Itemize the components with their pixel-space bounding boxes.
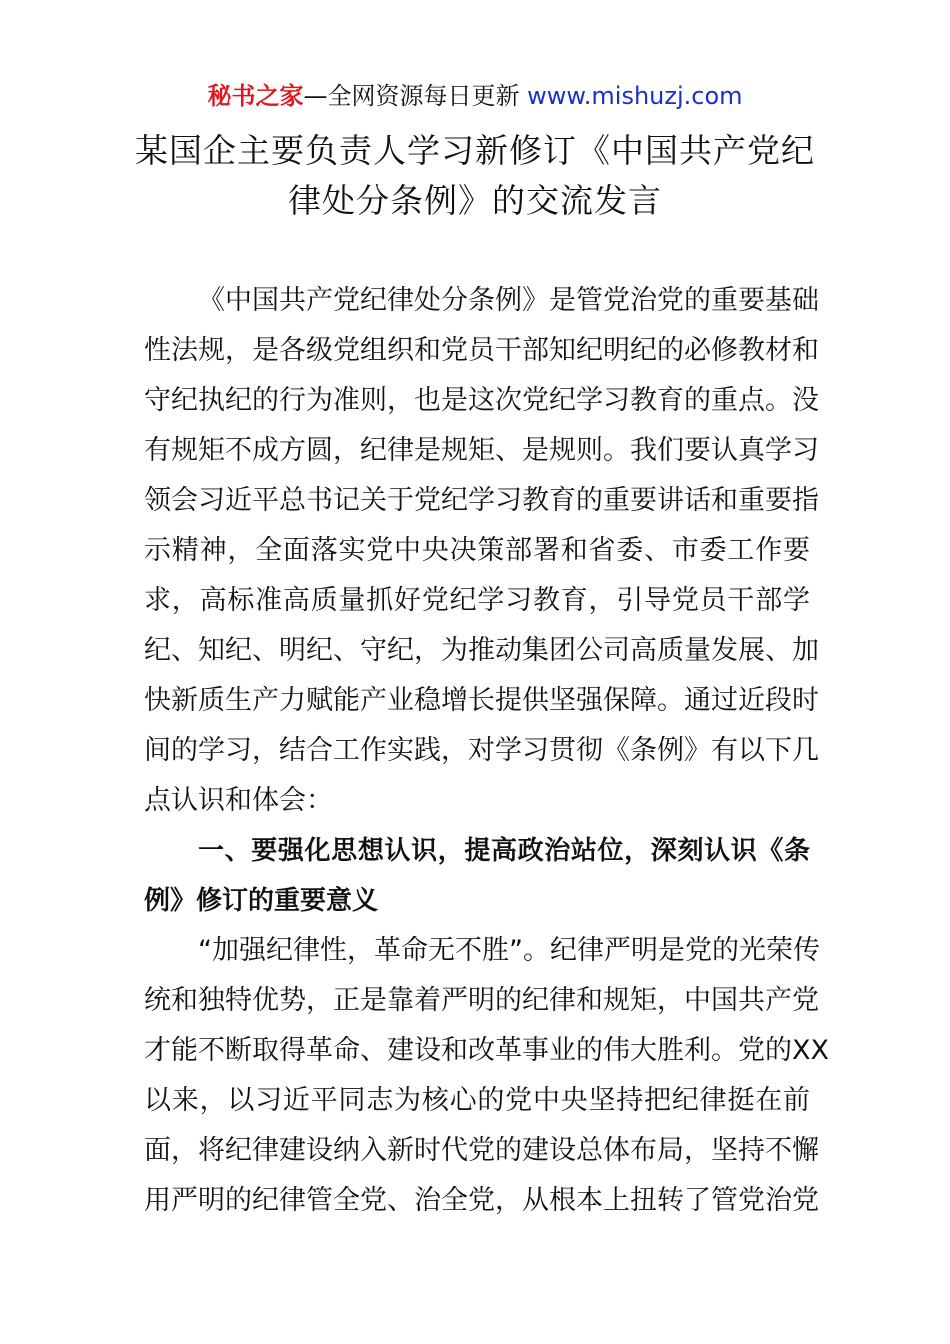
document-body (144, 276, 829, 1226)
body-line: 守纪执纪的行为准则，也是这次党纪学习教育的重点。没 (144, 385, 819, 416)
section-heading-line: 一、要强化思想认识，提高政治站位，深刻认识《条 (198, 836, 810, 866)
document-title (120, 126, 830, 226)
body-line: 以来，以习近平同志为核心的党中央坚持把纪律挺在前 (144, 1085, 810, 1116)
site-header (0, 80, 950, 112)
body-line: 纪、知纪、明纪、守纪，为推动集团公司高质量发展、加 (144, 635, 819, 666)
section-heading-line: 例》修订的重要意义 (144, 886, 379, 916)
body-line: 面，将纪律建设纳入新时代党的建设总体布局，坚持不懈 (144, 1135, 819, 1166)
body-line: 间的学习，结合工作实践，对学习贯彻《条例》有以下几 (144, 735, 819, 766)
body-line: 统和独特优势，正是靠着严明的纪律和规矩，中国共产党 (144, 985, 819, 1016)
document-title-line-1: 某国企主要负责人学习新修订《中国共产党纪 (135, 131, 815, 170)
body-line: 示精神，全面落实党中央决策部署和省委、市委工作要 (144, 535, 810, 566)
body-line: 求，高标准高质量抓好党纪学习教育，引导党员干部学 (144, 585, 810, 616)
body-line: 性法规，是各级党组织和党员干部知纪明纪的必修教材和 (144, 335, 819, 366)
site-brand: 秘书之家 (207, 82, 304, 110)
site-url-link[interactable]: www.mishuzj.com (527, 82, 743, 110)
body-line: 有规矩不成方圆，纪律是规矩、是规则。我们要认真学习 (144, 435, 819, 466)
body-line: 用严明的纪律管全党、治全党，从根本上扭转了管党治党 (144, 1185, 819, 1216)
body-line: 才能不断取得革命、建设和改革事业的伟大胜利。党的XX (144, 1035, 829, 1066)
body-line: “加强纪律性，革命无不胜”。纪律严明是党的光荣传 (198, 935, 820, 966)
document-title-line-2: 律处分条例》的交流发言 (288, 181, 662, 220)
body-line: 领会习近平总书记关于党纪学习教育的重要讲话和重要指 (144, 485, 819, 516)
site-tagline: —全网资源每日更新 (303, 82, 528, 110)
body-line: 点认识和体会： (144, 785, 333, 816)
body-line: 快新质生产力赋能产业稳增长提供坚强保障。通过近段时 (144, 685, 819, 716)
body-line: 《中国共产党纪律处分条例》是管党治党的重要基础 (198, 285, 819, 316)
